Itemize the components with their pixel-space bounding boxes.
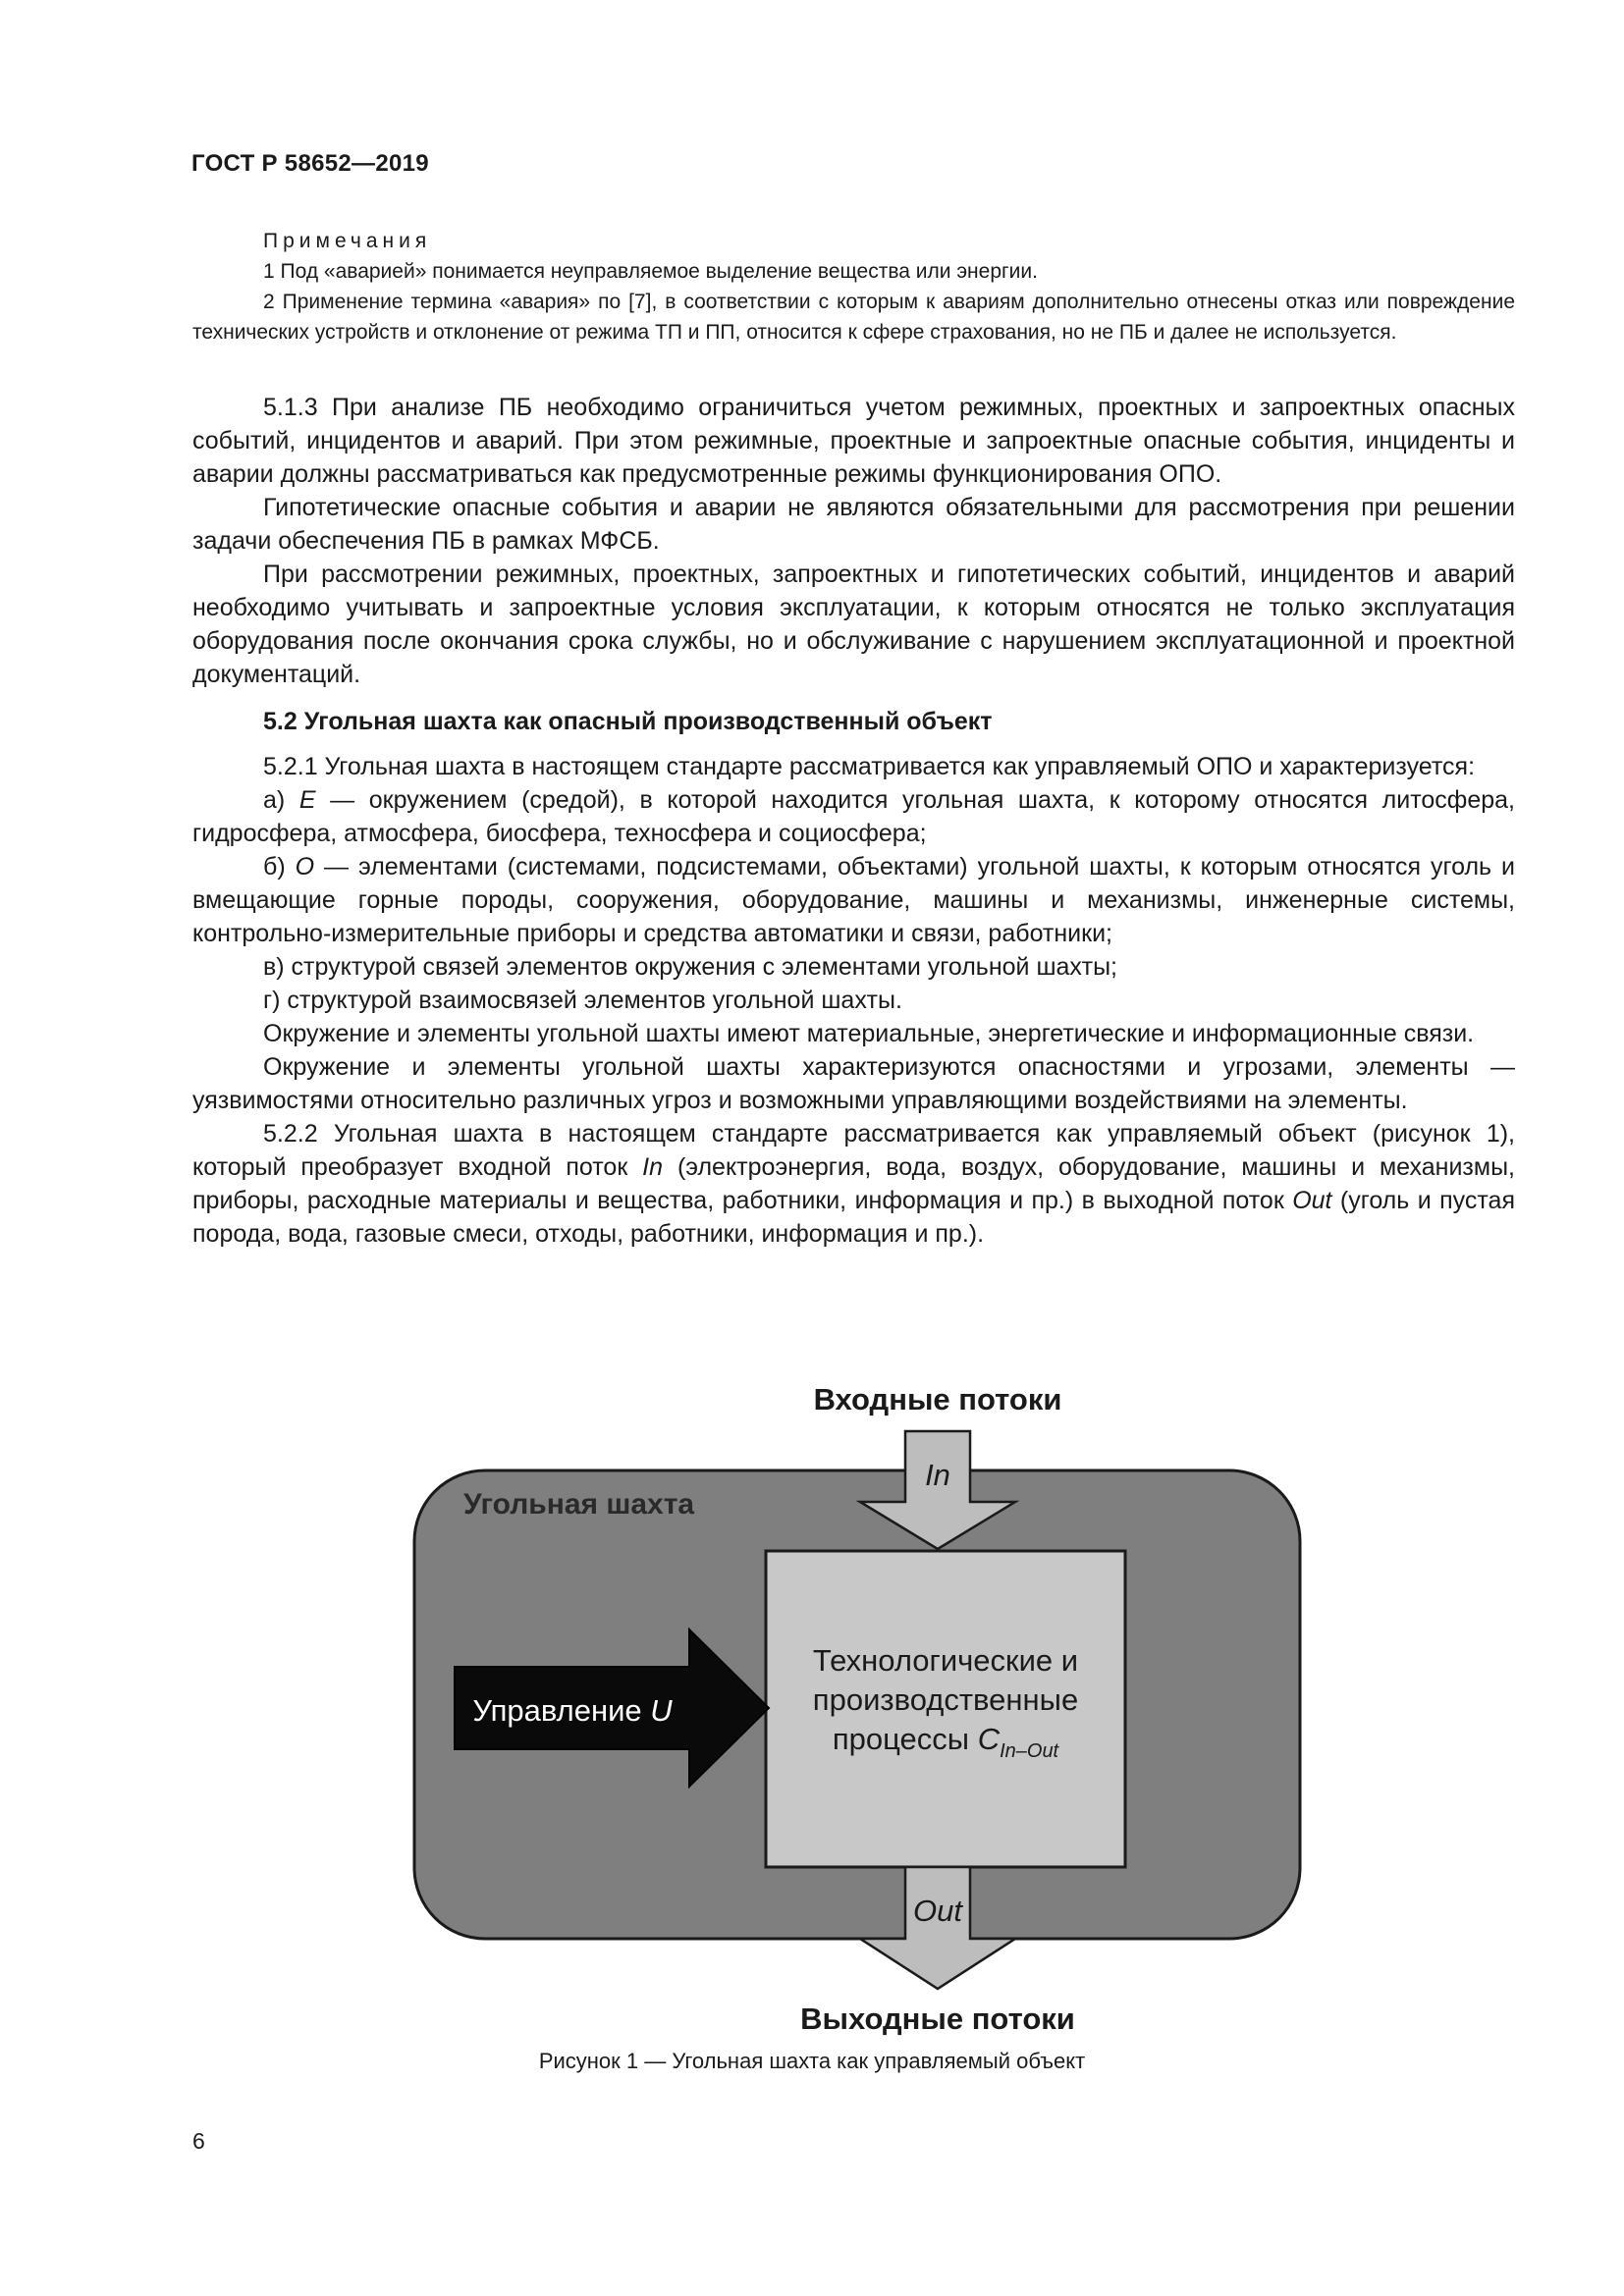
paragraph-environment-threats: Окружение и элементы угольной шахты характеризуются опасностями и угрозами, элементы — уязвимостями относительно различных угроз и возможными управляющими воздействиями на элементы.: [192, 1053, 1515, 1114]
process-line-1: Технологические и: [812, 1643, 1079, 1678]
variable-o: O: [295, 853, 315, 881]
paragraph-5-2-2: 5.2.2 Угольная шахта в настоящем стандарте рассматривается как управляемый объект (рисунок 1), который преобразует входной поток In (электроэнергия, вода, воздух, оборудование, машины и механизмы, приборы, расходные материалы и вещества, работники, информация и пр.) в выходной поток Out (уголь и пустая порода, вода, газовые смеси, отходы, работники, информация и пр.).: [192, 1120, 1516, 1248]
main-text: [192, 391, 1515, 1251]
note-item: 2 Применение термина «авария» по [7], в соответствии с которым к авариям дополнительно отнесены отказ или повреждение технических устройств и отклонение от режима ТП и ПП, относится к сфере страхования, но не ПБ и далее не используется.: [192, 291, 1515, 344]
paragraph-5-2-1: 5.2.1 Угольная шахта в настоящем стандарте рассматривается как управляемый ОПО и характеризуется:: [263, 753, 1476, 780]
page-number: 6: [192, 2128, 205, 2154]
coal-mine-label: Угольная шахта: [463, 1488, 695, 1521]
figure-1: [0, 1355, 1624, 2081]
list-item-v: в) структурой связей элементов окружения с элементами угольной шахты;: [263, 953, 1117, 981]
variable-out: Out: [1292, 1187, 1332, 1214]
control-label: Управление U: [472, 1693, 673, 1728]
output-flows-label: Выходные потоки: [800, 2002, 1075, 2036]
notes-block: [192, 226, 1515, 347]
in-label: In: [925, 1458, 950, 1492]
process-line-3: процессы $C_{In-Out}$: [832, 1722, 1059, 1762]
section-heading-5-2: 5.2 Угольная шахта как опасный производственный объект: [263, 708, 993, 735]
figure-diagram: [0, 1355, 1624, 2081]
variable-in: In: [642, 1153, 664, 1181]
paragraph-hypothetical: Гипотетические опасные события и аварии не являются обязательными для рассмотрения при решении задачи обеспечения ПБ в рамках МФСБ.: [192, 494, 1515, 555]
list-item-g: г) структурой взаимосвязей элементов угольной шахты.: [263, 987, 902, 1014]
input-flows-label: Входные потоки: [813, 1382, 1062, 1416]
variable-e: E: [298, 786, 316, 814]
list-item-a: а) E — окружением (средой), в которой находится угольная шахта, к которому относятся литосфера, гидросфера, атмосфера, биосфера, техносфера и социосфера;: [192, 786, 1515, 847]
process-line-2: производственные: [812, 1682, 1079, 1717]
paragraph-environment-links: Окружение и элементы угольной шахты имеют материальные, энергетические и информационные связи.: [263, 1020, 1475, 1047]
notes-title: Примечания: [263, 230, 432, 252]
document-header: ГОСТ Р 58652—2019: [191, 150, 429, 177]
figure-caption: Рисунок 1 — Угольная шахта как управляемый объект: [538, 2049, 1086, 2073]
paragraph-consideration: При рассмотрении режимных, проектных, запроектных и гипотетических событий, инцидентов и аварий необходимо учитывать и запроектные условия эксплуатации, к которым относятся не только эксплуатация оборудования после окончания срока службы, но и обслуживание с нарушением эксплуатационной и проектной документаций.: [192, 561, 1515, 688]
note-item: 1 Под «аварией» понимается неуправляемое выделение вещества или энергии.: [263, 260, 1038, 283]
paragraph-5-1-3: 5.1.3 При анализе ПБ необходимо ограничиться учетом режимных, проектных и запроектных опасных событий, инцидентов и аварий. При этом режимные, проектные и запроектные опасные события, инциденты и аварии должны рассматриваться как предусмотренные режимы функционирования ОПО.: [192, 394, 1515, 488]
list-item-b: б) O — элементами (системами, подсистемами, объектами) угольной шахты, к которым относятся уголь и вмещающие горные породы, сооружения, оборудование, машины и механизмы, инженерные системы, контрольно-измерительные приборы и средства автоматики и связи, работники;: [192, 853, 1516, 947]
out-label: Out: [913, 1894, 962, 1928]
